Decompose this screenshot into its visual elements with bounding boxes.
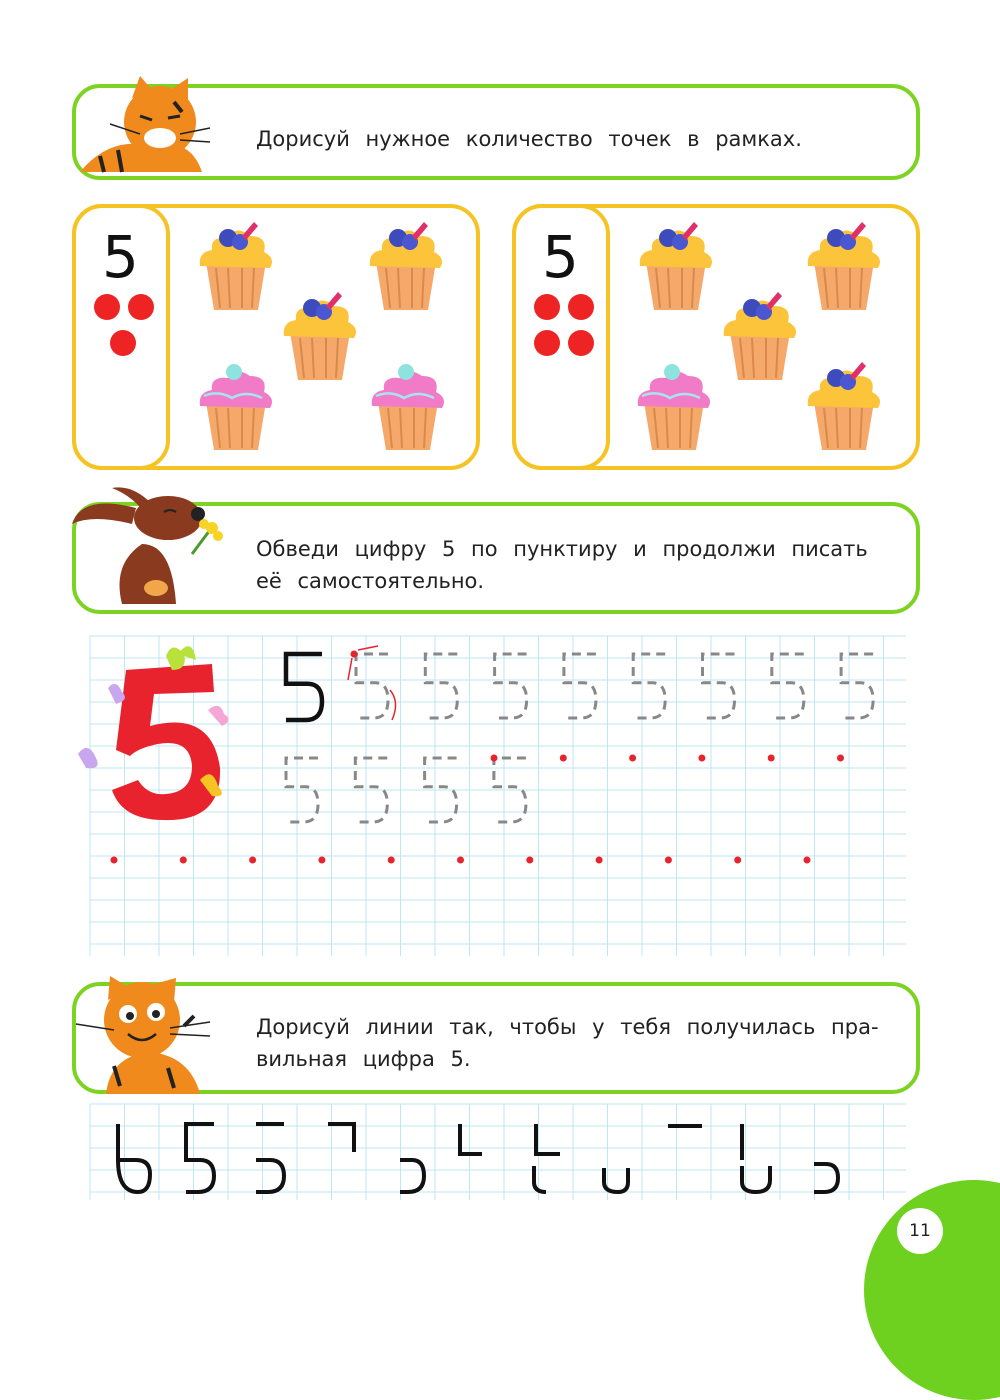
tracing-fives [90, 636, 910, 956]
start-dot [768, 755, 775, 762]
incomplete-five [460, 1124, 482, 1154]
cupcake-icon [368, 222, 444, 312]
frame2-number: 5 [542, 223, 579, 291]
start-dot [734, 857, 741, 864]
dashed-five [772, 654, 804, 718]
task3-line2: вильная цифра 5. [256, 1047, 471, 1071]
start-dot [629, 755, 636, 762]
cupcake-icon [370, 362, 446, 452]
start-dot [837, 755, 844, 762]
page-number: 11 [897, 1208, 943, 1254]
dashed-five [564, 654, 596, 718]
incomplete-five [534, 1124, 560, 1192]
start-dot [457, 857, 464, 864]
dashed-five [495, 654, 527, 718]
start-dot [491, 755, 498, 762]
cupcake-icon [636, 362, 712, 452]
dashed-five [355, 758, 387, 822]
cupcake-icon [282, 292, 358, 382]
start-dot [388, 857, 395, 864]
dashed-five [356, 654, 388, 718]
incomplete-five [742, 1124, 770, 1192]
drawn-dot [534, 294, 560, 320]
start-dot [111, 857, 118, 864]
start-dot [526, 857, 533, 864]
start-dot [804, 857, 811, 864]
start-dot [665, 857, 672, 864]
drawn-dot [568, 330, 594, 356]
cupcake-icon [198, 362, 274, 452]
task2-line2: её самостоятельно. [256, 569, 485, 593]
orange-cat-icon [70, 976, 220, 1096]
task1-instruction: Дорисуй нужное количество точек в рамках. [256, 127, 802, 151]
start-dot [180, 857, 187, 864]
drawn-dot [128, 294, 154, 320]
cupcake-icon [806, 222, 882, 312]
dashed-five [286, 758, 318, 822]
drawn-dot [568, 294, 594, 320]
incomplete-five [400, 1160, 424, 1192]
cupcake-icon [722, 292, 798, 382]
cupcake-icon [638, 222, 714, 312]
incomplete-five [118, 1124, 150, 1192]
start-dot [560, 755, 567, 762]
sample-five [286, 654, 322, 720]
incomplete-five [186, 1124, 214, 1192]
start-dot [596, 857, 603, 864]
start-dot [249, 857, 256, 864]
dashed-five [841, 654, 873, 718]
incomplete-five [256, 1124, 284, 1192]
dashed-five [633, 654, 665, 718]
drawn-dot [94, 294, 120, 320]
incomplete-five [814, 1164, 838, 1192]
dog-with-flower-icon [52, 484, 232, 614]
cupcake-icon [806, 362, 882, 452]
start-dot [318, 857, 325, 864]
start-dot [698, 755, 705, 762]
task2-line1: Обведи цифру 5 по пунктиру и продолжи писать [256, 537, 868, 561]
dashed-five [425, 654, 457, 718]
tiger-cat-icon [70, 76, 210, 186]
dashed-five [703, 654, 735, 718]
drawn-dot [534, 330, 560, 356]
drawn-dot [110, 330, 136, 356]
frame1-number: 5 [102, 223, 139, 291]
task3-line1: Дорисуй линии так, чтобы у тебя получилась пра- [256, 1015, 879, 1039]
incomplete-fives [90, 1104, 910, 1204]
dashed-five [425, 758, 457, 822]
cupcake-icon [198, 222, 274, 312]
dashed-five [494, 758, 526, 822]
